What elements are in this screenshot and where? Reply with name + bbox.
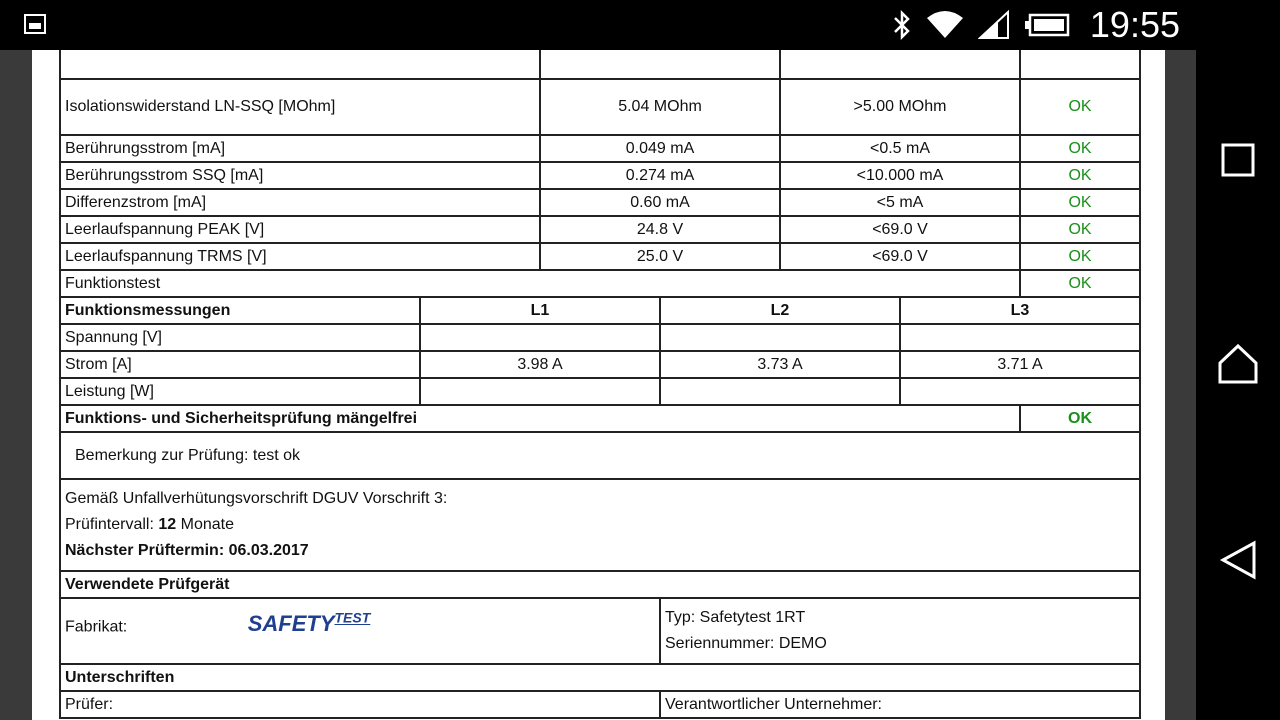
measurement-limit: <69.0 V — [780, 243, 1020, 270]
measurement-result: OK — [1020, 162, 1140, 189]
measurement-result: OK — [1020, 189, 1140, 216]
measurement-limit: <10.000 mA — [780, 162, 1020, 189]
funktionsmessung-value: 3.73 A — [660, 351, 900, 378]
table-row — [60, 664, 1140, 691]
measurement-limit: <5 mA — [780, 189, 1020, 216]
device-serial: Seriennummer: DEMO — [665, 635, 827, 652]
battery-icon — [1024, 12, 1070, 38]
table-row — [60, 351, 1140, 378]
funktionsmessung-value — [900, 324, 1140, 351]
back-button[interactable] — [1216, 538, 1260, 582]
table-row — [60, 479, 1140, 571]
logo-main: SAFETY — [247, 611, 335, 637]
funktionsmessung-value: 3.71 A — [900, 351, 1140, 378]
measurement-result: OK — [1020, 135, 1140, 162]
table-row — [60, 432, 1140, 479]
table-row — [60, 135, 1140, 162]
summary-result: OK — [1020, 405, 1140, 432]
interval-line — [65, 512, 1135, 538]
dguv-block — [60, 479, 1140, 571]
funktionsmessung-value — [660, 378, 900, 405]
signal-icon — [978, 10, 1010, 40]
clock: 19:55 — [1089, 4, 1180, 45]
bluetooth-icon — [892, 10, 912, 40]
funktionsmessung-value — [420, 324, 660, 351]
back-icon — [1218, 540, 1258, 580]
table-row — [60, 50, 1140, 79]
verantwortlicher-label: Verantwortlicher Unternehmer: — [660, 691, 1140, 718]
funktionstest-label: Funktionstest — [60, 270, 1020, 297]
funktionsmessung-value — [420, 378, 660, 405]
phase-header-l3: L3 — [900, 297, 1140, 324]
signatures-header: Unterschriften — [60, 664, 1140, 691]
table-row — [60, 216, 1140, 243]
dguv-line: Gemäß Unfallverhütungsvorschrift DGUV Vorschrift 3: — [65, 490, 448, 507]
measurement-label: Isolationswiderstand LN-SSQ [MOhm] — [60, 79, 540, 135]
table-row — [60, 324, 1140, 351]
measurement-value: 0.60 mA — [540, 189, 780, 216]
table-row — [60, 189, 1140, 216]
funktionstest-result: OK — [1020, 270, 1140, 297]
table-row — [60, 270, 1140, 297]
interval-unit: Monate — [176, 516, 234, 533]
measurement-value: 0.274 mA — [540, 162, 780, 189]
summary-label: Funktions- und Sicherheitsprüfung mängelfrei — [60, 405, 1020, 432]
funktionsmessung-label: Strom [A] — [60, 351, 420, 378]
funktionsmessungen-header: Funktionsmessungen — [60, 297, 420, 324]
table-row — [60, 79, 1140, 135]
funktionsmessung-label: Spannung [V] — [60, 324, 420, 351]
status-bar — [0, 0, 1196, 50]
device-header: Verwendete Prüfgerät — [60, 571, 1140, 598]
phase-header-l2: L2 — [660, 297, 900, 324]
home-button[interactable] — [1216, 342, 1260, 386]
measurement-value: 24.8 V — [540, 216, 780, 243]
fabrikat-label: Fabrikat: — [65, 618, 128, 636]
table-row — [60, 405, 1140, 432]
measurement-value: 5.04 MOhm — [540, 79, 780, 135]
funktionsmessung-value: 3.98 A — [420, 351, 660, 378]
home-icon — [1217, 343, 1259, 385]
funktionsmessung-value — [660, 324, 900, 351]
measurement-result: OK — [1020, 216, 1140, 243]
table-row — [60, 297, 1140, 324]
wifi-icon — [926, 10, 964, 40]
measurement-limit: <69.0 V — [780, 216, 1020, 243]
measurement-limit: <0.5 mA — [780, 135, 1020, 162]
measurement-label: Leerlaufspannung TRMS [V] — [60, 243, 540, 270]
measurement-result: OK — [1020, 79, 1140, 135]
table-row — [60, 378, 1140, 405]
test-report-table — [59, 50, 1141, 719]
pruefer-label: Prüfer: — [60, 691, 660, 718]
table-row — [60, 691, 1140, 718]
document-page — [32, 50, 1165, 720]
table-row — [60, 162, 1140, 189]
table-row — [60, 571, 1140, 598]
next-date: Nächster Prüftermin: 06.03.2017 — [65, 542, 309, 559]
funktionsmessung-value — [900, 378, 1140, 405]
measurement-label: Berührungsstrom SSQ [mA] — [60, 162, 540, 189]
pdf-viewer[interactable] — [0, 50, 1196, 720]
device-typ: Typ: Safetytest 1RT — [665, 609, 806, 626]
image-icon — [24, 14, 46, 34]
funktionsmessung-label: Leistung [W] — [60, 378, 420, 405]
interval-label: Prüfintervall: — [65, 516, 159, 533]
device-info-cell — [660, 598, 1140, 664]
measurement-label: Leerlaufspannung PEAK [V] — [60, 216, 540, 243]
logo-sup: TEST — [334, 610, 371, 626]
table-row — [60, 243, 1140, 270]
measurement-label: Berührungsstrom [mA] — [60, 135, 540, 162]
measurement-value: 0.049 mA — [540, 135, 780, 162]
safetytest-logo — [248, 611, 371, 636]
measurement-limit: >5.00 MOhm — [780, 79, 1020, 135]
fabrikat-cell — [60, 598, 660, 664]
measurement-label: Differenzstrom [mA] — [60, 189, 540, 216]
phase-header-l1: L1 — [420, 297, 660, 324]
table-row — [60, 598, 1140, 664]
measurement-result: OK — [1020, 243, 1140, 270]
square-icon — [1221, 143, 1255, 177]
remark: Bemerkung zur Prüfung: test ok — [60, 432, 1140, 479]
recents-button[interactable] — [1216, 138, 1260, 182]
measurement-value: 25.0 V — [540, 243, 780, 270]
interval-value: 12 — [158, 516, 177, 533]
navigation-bar — [1196, 0, 1280, 720]
